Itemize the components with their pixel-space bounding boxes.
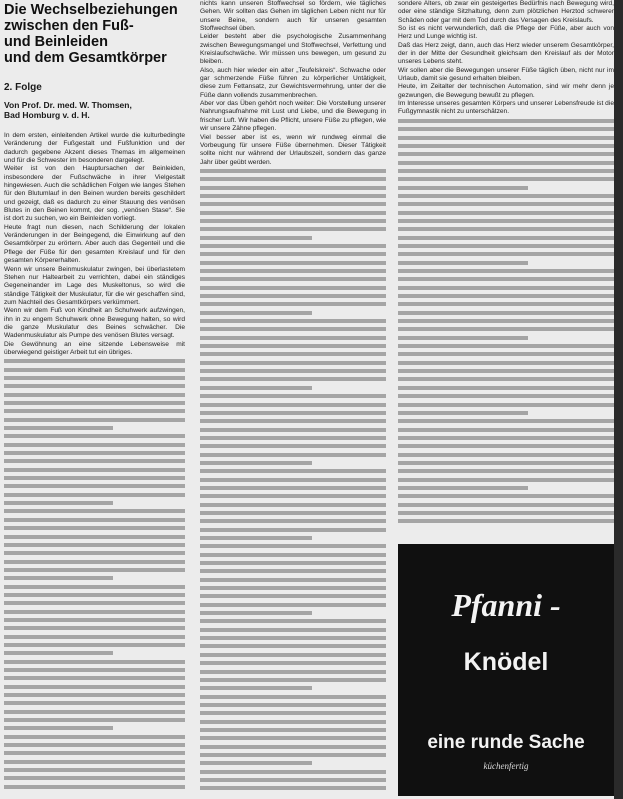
illegible-text-line	[4, 359, 185, 363]
illegible-text-line	[398, 377, 614, 381]
illegible-text-line	[200, 720, 386, 724]
paragraph: Weiter ist von den Hauptursachen der Beinleiden, insbesondere der Fußschwäche in ihrer Vielgestalt hingewiesen. Auch die schädlichen Folgen wie langes Stehen für den Blutumlauf in den Beinen wurden bereits geschildert und gezeigt, daß es dadurch zu einer Stauung des venösen Blutes in den Beinen kommt, der sog. „venösen Stase“. Sie ist dort zu suchen, wo ein Beinleiden vorliegt.	[4, 165, 185, 223]
illegible-text-line	[398, 177, 614, 181]
illegible-text-line	[4, 484, 185, 488]
illegible-text-line	[200, 778, 386, 782]
illegible-text-line	[398, 236, 614, 240]
illegible-text-line	[200, 753, 386, 757]
illegible-text-line	[200, 202, 386, 206]
paragraph: Wenn wir dem Fuß von Kindheit an Schuhwerk aufzwingen, ihn in zu engem Schuhwerk ohne Bewegung halten, so wird die ganze Muskulatur des Beines schwächer. Die Wadenmuskulatur als Pumpe des venösen Blutes versagt.	[4, 307, 185, 340]
illegible-text-line	[398, 127, 614, 131]
article-series: 2. Folge	[4, 82, 42, 93]
illegible-text-line	[4, 768, 185, 772]
illegible-text-line	[200, 703, 386, 707]
illegible-text-line	[4, 726, 113, 730]
illegible-text-line	[200, 478, 386, 482]
illegible-text-line	[4, 643, 185, 647]
illegible-text-line	[4, 468, 185, 472]
illegible-text-line	[4, 743, 185, 747]
illegible-text-line	[398, 269, 614, 273]
text-continuation-middle	[200, 169, 386, 790]
illegible-text-line	[200, 169, 386, 173]
illegible-text-line	[398, 519, 614, 523]
article-author: Von Prof. Dr. med. W. Thomsen, Bad Homburg v. d. H.	[4, 100, 132, 120]
illegible-text-line	[200, 619, 386, 623]
illegible-text-line	[200, 728, 386, 732]
illegible-text-line	[398, 336, 528, 340]
illegible-text-line	[4, 601, 185, 605]
illegible-text-line	[200, 377, 386, 381]
illegible-text-line	[398, 419, 614, 423]
illegible-text-line	[200, 611, 312, 615]
illegible-text-line	[200, 344, 386, 348]
illegible-text-line	[200, 594, 386, 598]
illegible-text-line	[398, 311, 614, 315]
paragraph: Daß das Herz zeigt, dann, auch das Herz wieder unserem Gesamtkörper, der in der Mitte der Gesundheit gleichsam den Kreislauf als der Motor unseres Lebens steht.	[398, 41, 614, 66]
column-middle	[200, 0, 386, 795]
illegible-text-line	[4, 710, 185, 714]
paragraph: Wenn wir unsere Beinmuskulatur zwingen, bei überlastetem Stehen nur Haltearbeit zu verrichten, dabei ein ständiges Gegeneinander im Lage des Muskeltonus, so wird die ständige Tätigkeit der Muskulatur, für die wir geschaffen sind, zum Nachteil des Gesamtkörpers verkümmert.	[4, 265, 185, 306]
illegible-text-line	[200, 453, 386, 457]
illegible-text-line	[398, 219, 614, 223]
illegible-text-line	[4, 635, 185, 639]
illegible-text-line	[200, 761, 312, 765]
illegible-text-line	[398, 469, 614, 473]
illegible-text-line	[4, 676, 185, 680]
illegible-text-line	[398, 327, 614, 331]
illegible-text-line	[200, 361, 386, 365]
illegible-text-line	[4, 551, 185, 555]
article-headline: Die Wechselbeziehungen zwischen den Fuß- und Beinleiden und dem Gesamtkörper	[4, 2, 178, 66]
illegible-text-line	[200, 603, 386, 607]
illegible-text-line	[200, 428, 386, 432]
illegible-text-line	[200, 286, 386, 290]
illegible-text-line	[398, 352, 614, 356]
illegible-text-line	[4, 459, 185, 463]
illegible-text-line	[4, 651, 113, 655]
illegible-text-line	[4, 735, 185, 739]
illegible-text-line	[200, 736, 386, 740]
illegible-text-line	[200, 269, 386, 273]
illegible-text-line	[200, 244, 386, 248]
illegible-text-line	[398, 436, 614, 440]
illegible-text-line	[4, 718, 185, 722]
illegible-text-line	[398, 252, 614, 256]
illegible-text-line	[200, 586, 386, 590]
illegible-text-line	[200, 327, 386, 331]
illegible-text-line	[200, 277, 386, 281]
column-left	[4, 0, 185, 793]
advert-subline: küchenfertig	[483, 761, 529, 771]
illegible-text-line	[200, 352, 386, 356]
illegible-text-line	[4, 585, 185, 589]
illegible-text-line	[398, 119, 614, 123]
illegible-text-line	[4, 610, 185, 614]
illegible-text-line	[4, 476, 185, 480]
paragraph: Aber vor das Üben gehört noch weiter: Die Vorstellung unserer Nahrungsaufnahme mit Lust und Liebe, und die Bewegung in frischer Luft. Wir haben die Pflicht, unsere Füße zu pflegen, wie wir unsere Zähne pflegen.	[200, 100, 386, 133]
illegible-text-line	[398, 152, 614, 156]
illegible-text-line	[398, 444, 614, 448]
illegible-text-line	[4, 493, 185, 497]
illegible-text-line	[398, 227, 614, 231]
text-continuation-right	[398, 119, 614, 524]
illegible-text-line	[398, 194, 614, 198]
illegible-text-line	[4, 593, 185, 597]
illegible-text-line	[200, 511, 386, 515]
illegible-text-line	[200, 653, 386, 657]
illegible-text-line	[4, 409, 185, 413]
illegible-text-line	[200, 336, 386, 340]
paragraph: In dem ersten, einleitenden Artikel wurde die kulturbedingte Veränderung der Fußgestalt und Fußfunktion und der dadurch gegebene Akzent dieses Themas im allgemeinen und für die Schwester im besonderen dargelegt.	[4, 132, 185, 165]
illegible-text-line	[4, 543, 185, 547]
illegible-text-line	[200, 461, 312, 465]
text-continuation-left	[4, 359, 185, 789]
illegible-text-line	[200, 419, 386, 423]
paragraph: Also, auch hier wieder ein alter „Teufelskreis“. Schwache oder gar schmerzende Füße führen zu körperlicher Untätigkeit, diese zum Fettansatz, zur Gewichtsvermehrung, unter der die Füße dann vollends zusammenbrechen.	[200, 66, 386, 99]
illegible-text-line	[4, 518, 185, 522]
column-middle-text	[200, 0, 386, 167]
illegible-text-line	[200, 536, 312, 540]
illegible-text-line	[4, 785, 185, 789]
illegible-text-line	[4, 393, 185, 397]
advert-slogan: eine runde Sache	[427, 732, 585, 753]
illegible-text-line	[4, 693, 185, 697]
illegible-text-line	[398, 411, 528, 415]
illegible-text-line	[200, 519, 386, 523]
illegible-text-line	[200, 219, 386, 223]
illegible-text-line	[4, 401, 185, 405]
illegible-text-line	[200, 569, 386, 573]
paragraph: Wir sollen aber die Bewegungen unserer Füße täglich üben, nicht nur im Urlaub, damit sie gesund erhalten bleiben.	[398, 66, 614, 83]
illegible-text-line	[398, 344, 614, 348]
paragraph: Heute fragt nun diesen, nach Schilderung der lokalen Veränderungen in der Beingegend, die Einwirkung auf den Gesamtkörper zu erörtern. Aber auch das Gegenteil und die Pflege der Füße für den gesamten Kreislauf und für den gesamten Körpererhalten.	[4, 223, 185, 265]
paragraph: Leider besteht aber die psychologische Zusammenhang zwischen Bewegungsmangel und Stoffwechsel, Verfettung und Kreislaufschwäche. Wir müssen uns bewegen, um gesund zu bleiben.	[200, 33, 386, 66]
illegible-text-line	[398, 261, 528, 265]
illegible-text-line	[398, 286, 614, 290]
paragraph: sondere Alters, ob zwar ein gesteigertes Bedürfnis nach Bewegung wird, oder eine ständige Sitzhaltung, denn zum plötzlichen Herztod schwerer Schäden oder gar mit dem Tod durch das Versagen des Kreislaufs.	[398, 0, 614, 24]
illegible-text-line	[4, 451, 185, 455]
illegible-text-line	[200, 528, 386, 532]
illegible-text-line	[200, 636, 386, 640]
illegible-text-line	[200, 236, 312, 240]
illegible-text-line	[200, 411, 386, 415]
illegible-text-line	[398, 486, 528, 490]
illegible-text-line	[200, 194, 386, 198]
illegible-text-line	[4, 368, 185, 372]
illegible-text-line	[200, 486, 386, 490]
illegible-text-line	[4, 576, 113, 580]
illegible-text-line	[398, 511, 614, 515]
illegible-text-line	[398, 319, 614, 323]
illegible-text-line	[200, 252, 386, 256]
paragraph: So ist es nicht verwunderlich, daß die Pflege der Füße, aber auch von Herz und Lunge wichtig ist.	[398, 25, 614, 41]
paragraph: Viel besser aber ist es, wenn wir rundweg einmal die Vorbeugung für unsere Füße übernehmen. Dieser Tätigkeit sollte nicht nur während der Urlaubszeit, sondern das ganze Jahr über geübt werden.	[200, 133, 386, 166]
illegible-text-line	[200, 503, 386, 507]
paragraph: Die Gewöhnung an eine sitzende Lebensweise mit überwiegend geistiger Arbeit tut ein übriges.	[4, 340, 185, 356]
illegible-text-line	[200, 386, 312, 390]
illegible-text-line	[4, 668, 185, 672]
illegible-text-line	[200, 644, 386, 648]
illegible-text-line	[398, 428, 614, 432]
column-left-text	[4, 132, 185, 357]
illegible-text-line	[398, 136, 614, 140]
illegible-text-line	[200, 711, 386, 715]
paragraph: nichts kann unseren Stoffwechsel so fördern, wie tägliches Gehen. Wir sollten das Gehen im täglichen Leben nicht nur für unsere Beine, sondern auch für unseren gesamten Stoffwechsel üben.	[200, 0, 386, 33]
illegible-text-line	[398, 169, 614, 173]
illegible-text-line	[200, 628, 386, 632]
illegible-text-line	[4, 526, 185, 530]
illegible-text-line	[398, 461, 614, 465]
illegible-text-line	[398, 277, 614, 281]
column-right-text	[398, 0, 614, 117]
illegible-text-line	[200, 553, 386, 557]
illegible-text-line	[200, 211, 386, 215]
illegible-text-line	[398, 294, 614, 298]
illegible-text-line	[398, 211, 614, 215]
illegible-text-line	[398, 386, 614, 390]
pfanni-advertisement	[398, 544, 614, 796]
illegible-text-line	[200, 319, 386, 323]
illegible-text-line	[200, 369, 386, 373]
advert-brand: Pfanni -	[451, 587, 561, 623]
illegible-text-line	[4, 660, 185, 664]
illegible-text-line	[200, 302, 386, 306]
illegible-text-line	[200, 686, 312, 690]
illegible-text-line	[200, 678, 386, 682]
illegible-text-line	[200, 311, 312, 315]
illegible-text-line	[398, 403, 614, 407]
illegible-text-line	[398, 302, 614, 306]
illegible-text-line	[4, 776, 185, 780]
illegible-text-line	[4, 618, 185, 622]
illegible-text-line	[200, 770, 386, 774]
illegible-text-line	[398, 503, 614, 507]
illegible-text-line	[200, 177, 386, 181]
illegible-text-line	[4, 376, 185, 380]
illegible-text-line	[398, 369, 614, 373]
illegible-text-line	[200, 695, 386, 699]
illegible-text-line	[4, 760, 185, 764]
illegible-text-line	[398, 202, 614, 206]
illegible-text-line	[4, 501, 113, 505]
illegible-text-line	[4, 509, 185, 513]
illegible-text-line	[398, 478, 614, 482]
illegible-text-line	[398, 494, 614, 498]
illegible-text-line	[4, 626, 185, 630]
illegible-text-line	[4, 568, 185, 572]
illegible-text-line	[200, 670, 386, 674]
illegible-text-line	[398, 361, 614, 365]
illegible-text-line	[200, 469, 386, 473]
illegible-text-line	[4, 384, 185, 388]
advert-product: Knödel	[463, 648, 549, 676]
column-right	[398, 0, 614, 536]
page-edge-shadow	[614, 0, 623, 799]
illegible-text-line	[398, 244, 614, 248]
illegible-text-line	[4, 426, 113, 430]
illegible-text-line	[200, 661, 386, 665]
illegible-text-line	[200, 745, 386, 749]
illegible-text-line	[200, 261, 386, 265]
illegible-text-line	[4, 751, 185, 755]
illegible-text-line	[200, 294, 386, 298]
illegible-text-line	[398, 453, 614, 457]
illegible-text-line	[200, 561, 386, 565]
illegible-text-line	[200, 394, 386, 398]
illegible-text-line	[200, 227, 386, 231]
illegible-text-line	[200, 494, 386, 498]
illegible-text-line	[398, 161, 614, 165]
illegible-text-line	[4, 418, 185, 422]
illegible-text-line	[4, 434, 185, 438]
illegible-text-line	[200, 403, 386, 407]
illegible-text-line	[398, 186, 528, 190]
illegible-text-line	[200, 436, 386, 440]
illegible-text-line	[4, 560, 185, 564]
paragraph: Heute, im Zeitalter der technischen Automation, sind wir mehr denn je gezwungen, die Bewegung bewußt zu pflegen.	[398, 83, 614, 99]
illegible-text-line	[200, 186, 386, 190]
illegible-text-line	[200, 578, 386, 582]
illegible-text-line	[200, 786, 386, 790]
illegible-text-line	[200, 544, 386, 548]
illegible-text-line	[4, 685, 185, 689]
illegible-text-line	[398, 144, 614, 148]
illegible-text-line	[4, 443, 185, 447]
illegible-text-line	[4, 535, 185, 539]
illegible-text-line	[398, 394, 614, 398]
illegible-text-line	[4, 701, 185, 705]
paragraph: Im Interesse unseres gesamten Körpers und unserer Lebensfreude ist die Fußgymnastik nicht zu unterschätzen.	[398, 100, 614, 116]
illegible-text-line	[200, 444, 386, 448]
